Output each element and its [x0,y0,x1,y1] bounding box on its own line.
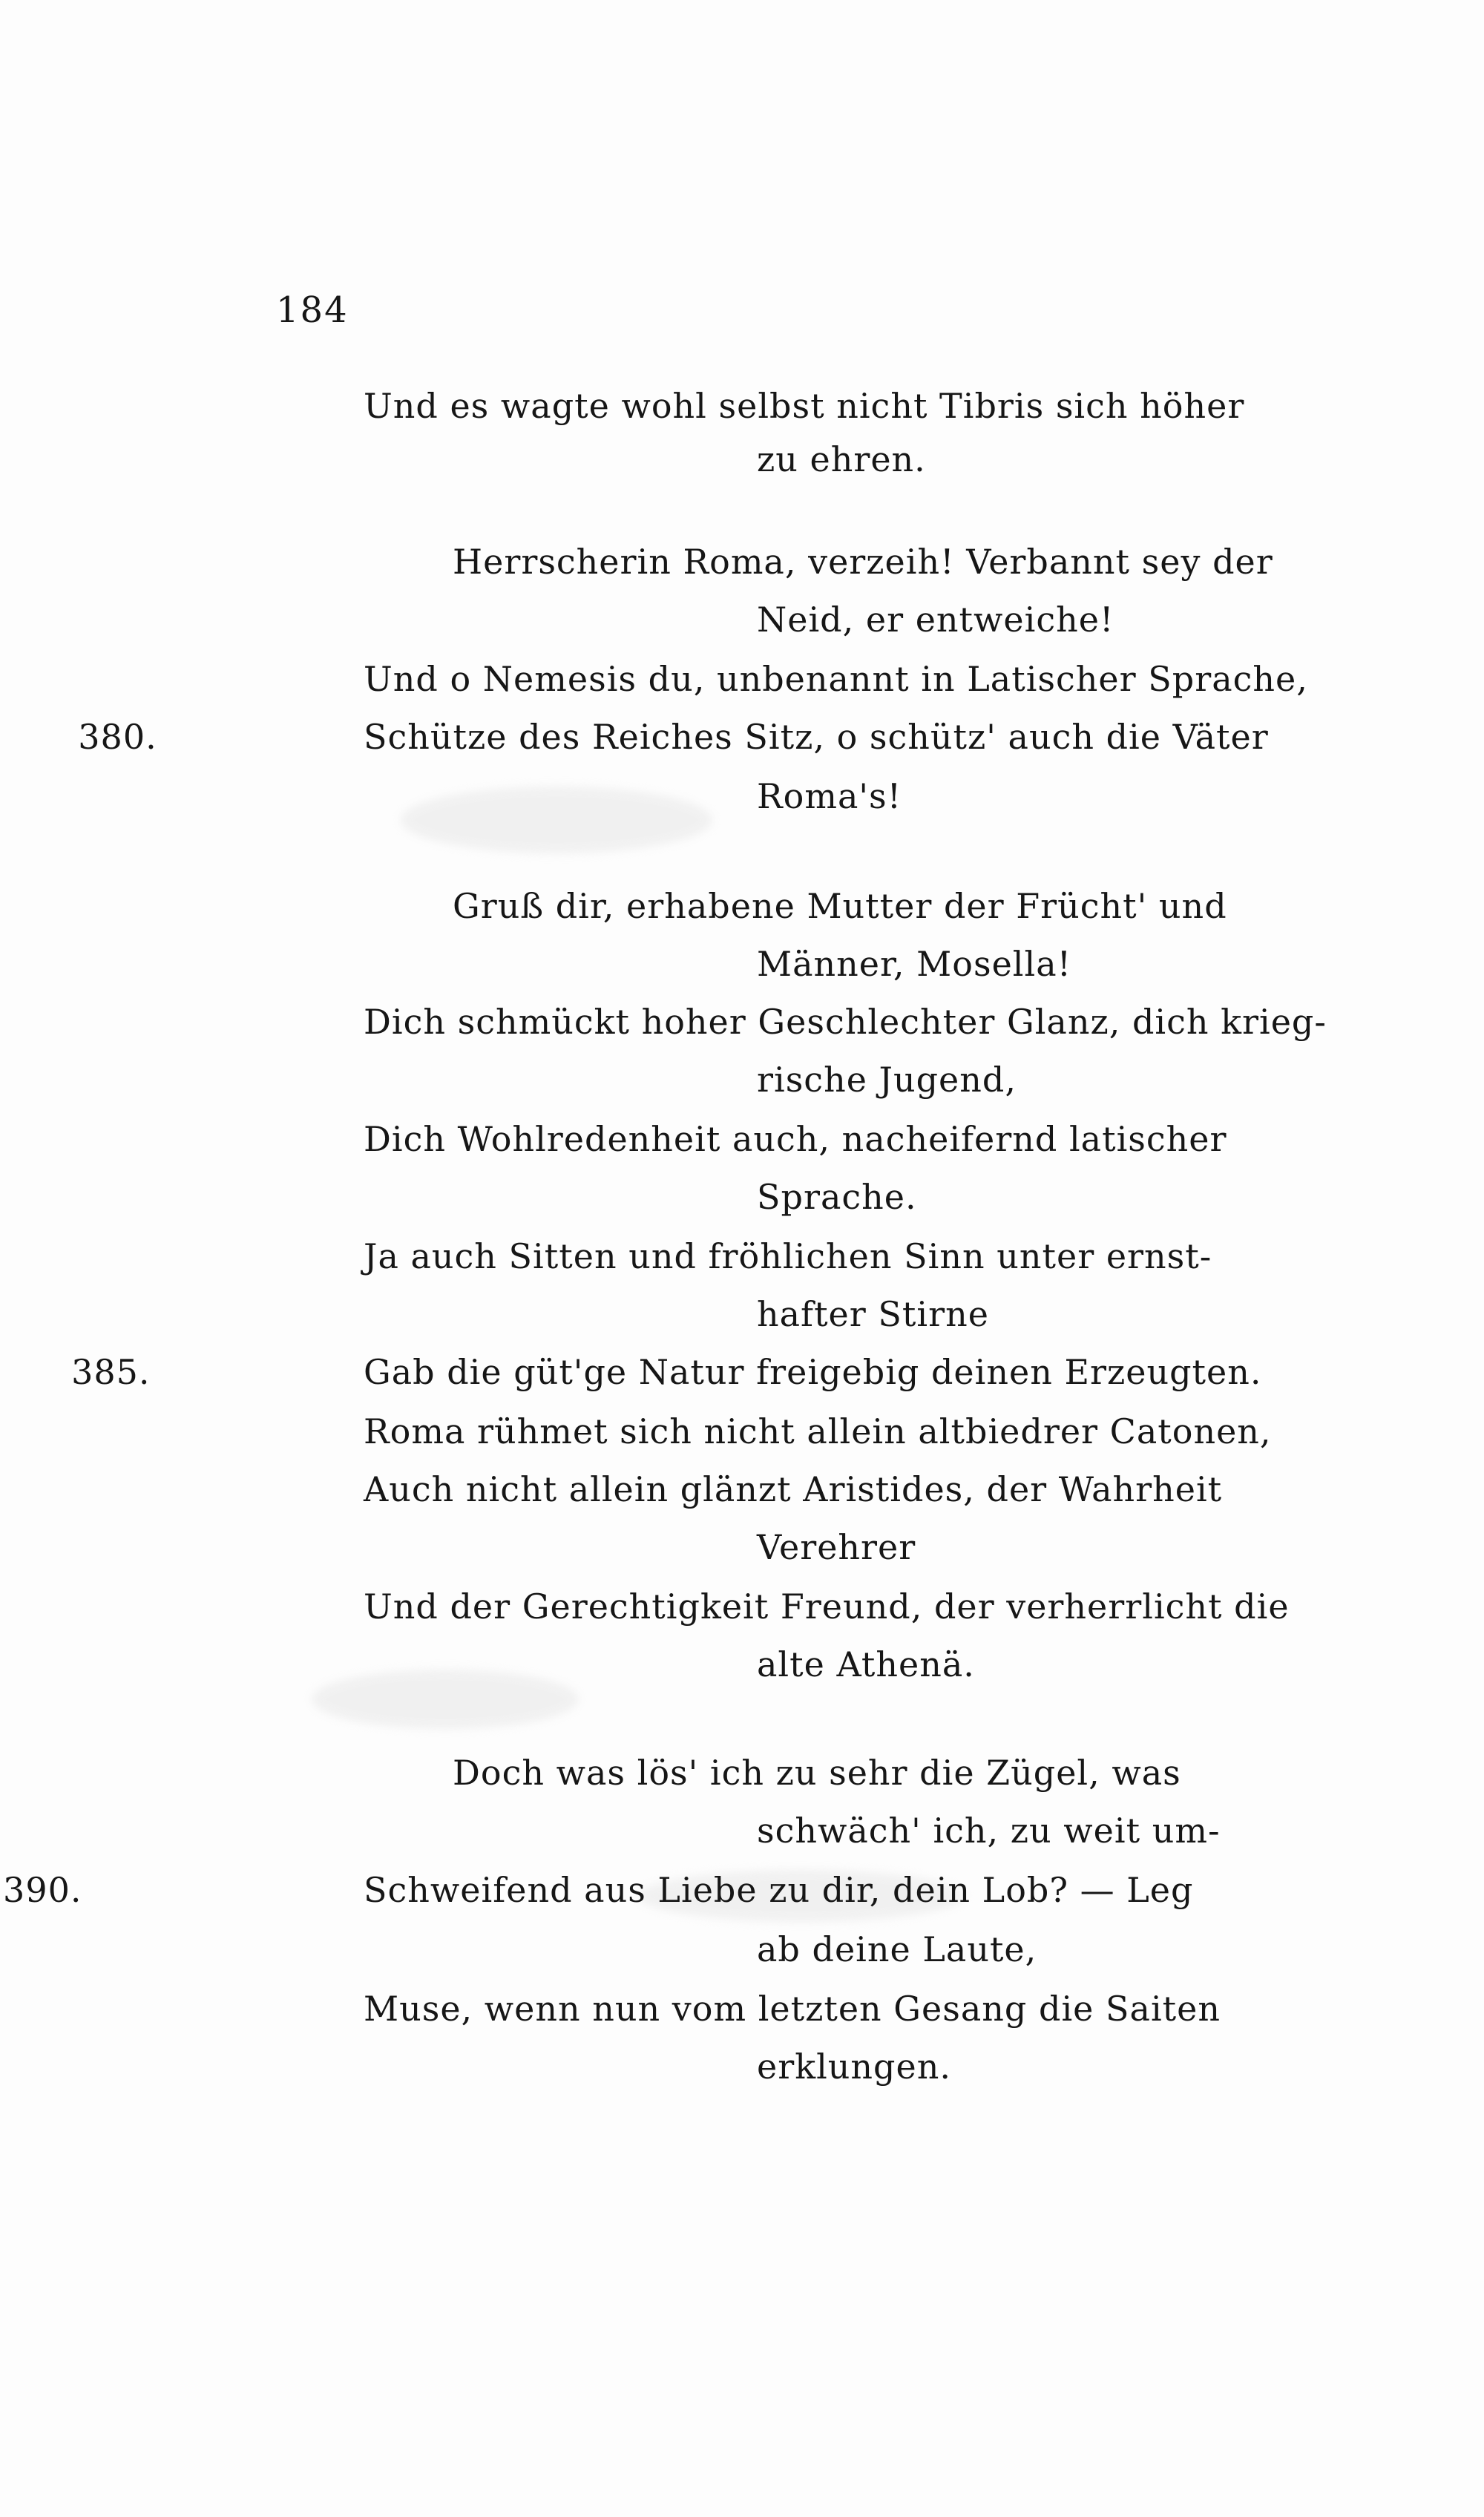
verse-line [757,600,1114,640]
verse-text: Neid, er entweiche! [757,600,1114,640]
verse-text: Gruß dir, erhabene Mutter der Frücht' und [453,886,1227,926]
verse-text: ab deine Laute, [757,1929,1037,1969]
verse-text: Ja auch Sitten und fröhlichen Sinn unter ernst- [364,1236,1212,1276]
verse-line [364,1236,1212,1276]
verse-line [364,386,1244,426]
verse-line [757,1294,989,1334]
verse-line [364,1586,1290,1627]
verse-text: rische Jugend, [757,1060,1017,1100]
verse-line [757,776,902,816]
verse-text: Muse, wenn nun vom letzten Gesang die Saiten [364,1989,1221,2029]
verse-line [757,1644,975,1684]
verse-line [757,944,1071,984]
verse-text: Sprache. [757,1177,917,1217]
verse-line [757,1060,1017,1100]
verse-line [453,542,1273,582]
verse-line [364,1119,1227,1159]
verse-text: Dich schmückt hoher Geschlechter Glanz, dich krieg- [364,1002,1327,1042]
verse-line [3,1870,1194,1910]
verse-text: Doch was lös' ich zu sehr die Zügel, was [453,1753,1181,1793]
verse-line [757,1527,916,1567]
verse-line [364,1411,1272,1451]
verse-text: hafter Stirne [757,1294,989,1334]
line-number: 385. [71,1352,151,1392]
verse-text: zu ehren. [757,439,926,479]
verse-text: alte Athenä. [757,1644,975,1684]
verse-line [757,2047,951,2087]
verse-text: Und der Gerechtigkeit Freund, der verherrlicht die [364,1586,1290,1627]
verse-line [364,1469,1222,1509]
verse-text: Verehrer [757,1527,916,1567]
verse-text: Männer, Mosella! [757,944,1072,984]
verse-text: Schütze des Reiches Sitz, o schütz' auch die Väter [364,717,1269,757]
paper-smudge [401,787,712,853]
verse-text: schwäch' ich, zu weit um- [757,1811,1221,1851]
verse-text: Gab die güt'ge Natur freigebig deinen Erzeugten. [364,1352,1262,1392]
verse-line [78,717,1269,757]
verse-line [364,659,1308,699]
verse-text: Schweifend aus Liebe zu dir, dein Lob? — Leg [364,1870,1194,1910]
verse-line [757,439,926,479]
verse-line [453,886,1227,926]
verse-text: Herrscherin Roma, verzeih! Verbannt sey der [453,542,1273,582]
verse-text: erklungen. [757,2047,951,2087]
verse-text: Roma's! [757,776,902,816]
verse-line [453,1753,1181,1793]
verse-line [71,1352,1262,1392]
verse-line [757,1811,1220,1851]
verse-text: Und es wagte wohl selbst nicht Tibris sich höher [364,386,1245,426]
paper-smudge [312,1670,579,1729]
verse-line [757,1929,1037,1969]
verse-text: Roma rühmet sich nicht allein altbiedrer Catonen, [364,1411,1272,1451]
verse-line [364,1002,1327,1042]
verse-line [364,1989,1221,2029]
line-number: 390. [3,1870,82,1910]
line-number: 380. [78,717,157,757]
verse-text: Auch nicht allein glänzt Aristides, der Wahrheit [364,1469,1223,1509]
verse-line [757,1177,917,1217]
page-number: 184 [276,289,349,331]
verse-text: Und o Nemesis du, unbenannt in Latischer Sprache, [364,659,1308,699]
verse-text: Dich Wohlredenheit auch, nacheifernd latischer [364,1119,1227,1159]
